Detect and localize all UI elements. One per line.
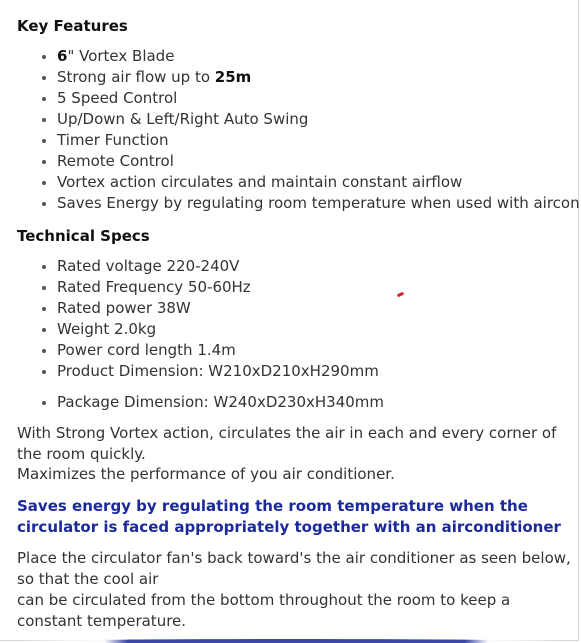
placement-paragraph: can be circulated from the bottom throughout the room to keep a constant temperature. (17, 591, 511, 630)
technical-specs-list (0, 256, 384, 413)
spec-item: Product Dimension: W210xD210xH290mm (0, 361, 384, 382)
list-item-text: " Vortex Blade (67, 47, 175, 65)
spec-item: Weight 2.0kg (0, 319, 384, 340)
technical-specs-heading: Technical Specs (17, 227, 150, 245)
list-item-text: Up/Down & Left/Right Auto Swing (57, 110, 309, 128)
list-item (0, 88, 580, 109)
description-paragraph: With Strong Vortex action, circulates the air in each and every corner of the room quickly. (17, 424, 557, 463)
key-features-heading: Key Features (17, 17, 128, 35)
spec-item: Rated voltage 220-240V (0, 256, 384, 277)
spec-item: Power cord length 1.4m (0, 340, 384, 361)
list-item (0, 151, 580, 172)
list-item (0, 193, 580, 214)
placement-paragraph: Place the circulator fan's back toward's the air conditioner as seen below, so that the cool air (17, 549, 571, 588)
list-item (0, 130, 580, 151)
key-features-list (0, 46, 580, 214)
list-item-text: Vortex action circulates and maintain constant airflow (57, 173, 463, 191)
list-item-text: 5 Speed Control (57, 89, 178, 107)
image-top-edge (0, 639, 581, 643)
list-item (0, 109, 580, 130)
spec-item: Package Dimension: W240xD230xH340mm (0, 392, 384, 413)
spec-item: Rated Frequency 50-60Hz (0, 277, 384, 298)
description-paragraph: Maximizes the performance of you air conditioner. (17, 465, 395, 483)
blade-size-value: 6 (57, 47, 68, 65)
list-item-text: Remote Control (57, 152, 174, 170)
airflow-distance-value: 25m (214, 68, 252, 86)
list-item (0, 172, 580, 193)
spec-item: Rated power 38W (0, 298, 384, 319)
list-item-text: Saves Energy by regulating room temperature when used with aircon (57, 194, 580, 212)
energy-saving-highlight: Saves energy by regulating the room temperature when the circulator is faced appropriately together with an airconditioner (17, 497, 561, 536)
list-item (0, 67, 580, 88)
list-item-text: Timer Function (57, 131, 169, 149)
list-item (0, 46, 580, 67)
list-item-text: Strong air flow up to (57, 68, 215, 86)
